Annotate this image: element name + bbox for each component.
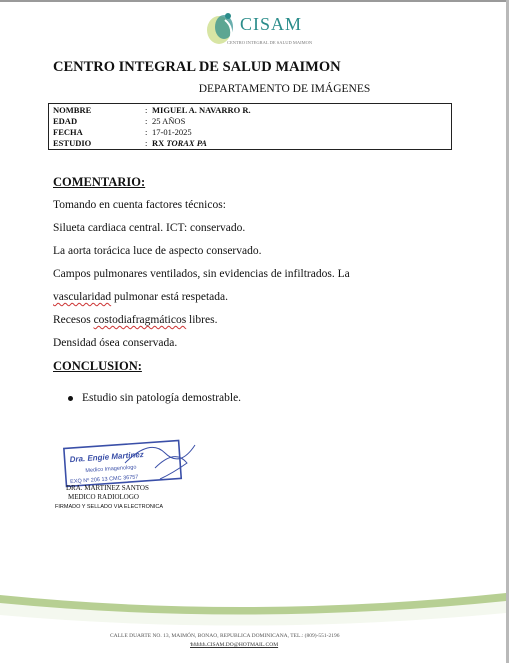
study-date: 17-01-2025 [152,127,192,137]
doctor-title: MEDICO RADIOLOGO [68,493,139,501]
comment-line: Tomando en cuenta factores técnicos: [53,199,226,211]
patient-age: 25 AÑOS [152,116,186,126]
footer-wave [0,585,506,663]
comment-line: Recesos costodiafragmáticos libres. [53,314,218,326]
signed-note: FIRMADO Y SELLADO VIA ELECTRONICA [55,504,163,510]
logo-tagline: CENTRO INTEGRAL DE SALUD MAIMON [227,40,313,45]
comment-line: Silueta cardiaca central. ICT: conservado. [53,222,246,234]
conclusion-item: Estudio sin patología demostrable. [68,392,241,404]
comment-line: Densidad ósea conservada. [53,337,178,349]
doctor-stamp [55,433,215,488]
stamp-name: Dra. Engie Martinez [69,449,145,465]
comment-line: La aorta torácica luce de aspecto conservado. [53,245,262,257]
stamp-id: EXQ Nº 206 13 CMC 36757 [70,474,139,486]
stamp-role: Medico Imagenologo [85,464,137,475]
page-top-border [0,0,509,2]
footer-email[interactable]: Ѣѣѣѣѣ.CISAM.DO@HOTMAIL.COM [190,642,279,648]
patient-info-box: NOMBRE : MIGUEL A. NAVARRO R. EDAD : 25 AÑOS FECHA : 17-01-2025 ESTUDIO : RX TORAX PA [48,103,452,150]
department-name: DEPARTAMENTO DE IMÁGENES [198,83,371,95]
bullet-icon [68,396,73,401]
patient-name: MIGUEL A. NAVARRO R. [152,105,251,115]
doctor-name: DRA. MARTINEZ SANTOS [66,484,149,492]
comment-line: vascularidad pulmonar está respetada. [53,291,228,303]
study-type: RX TORAX PA [152,138,207,148]
conclusion-heading: CONCLUSION: [53,359,142,373]
document-title: CENTRO INTEGRAL DE SALUD MAIMON [53,59,341,75]
comment-line: Campos pulmonares ventilados, sin evidencias de infiltrados. La [53,268,350,280]
logo-brand: CISAM [240,14,303,34]
doctor-name-block [66,484,149,502]
footer-address: CALLE DUARTE NO. 13, MAIMÓN, BONAO, REPUBLICA DOMINICANA, TEL.: (809)-551-2196 [110,633,340,639]
comment-heading: COMENTARIO: [53,175,146,189]
